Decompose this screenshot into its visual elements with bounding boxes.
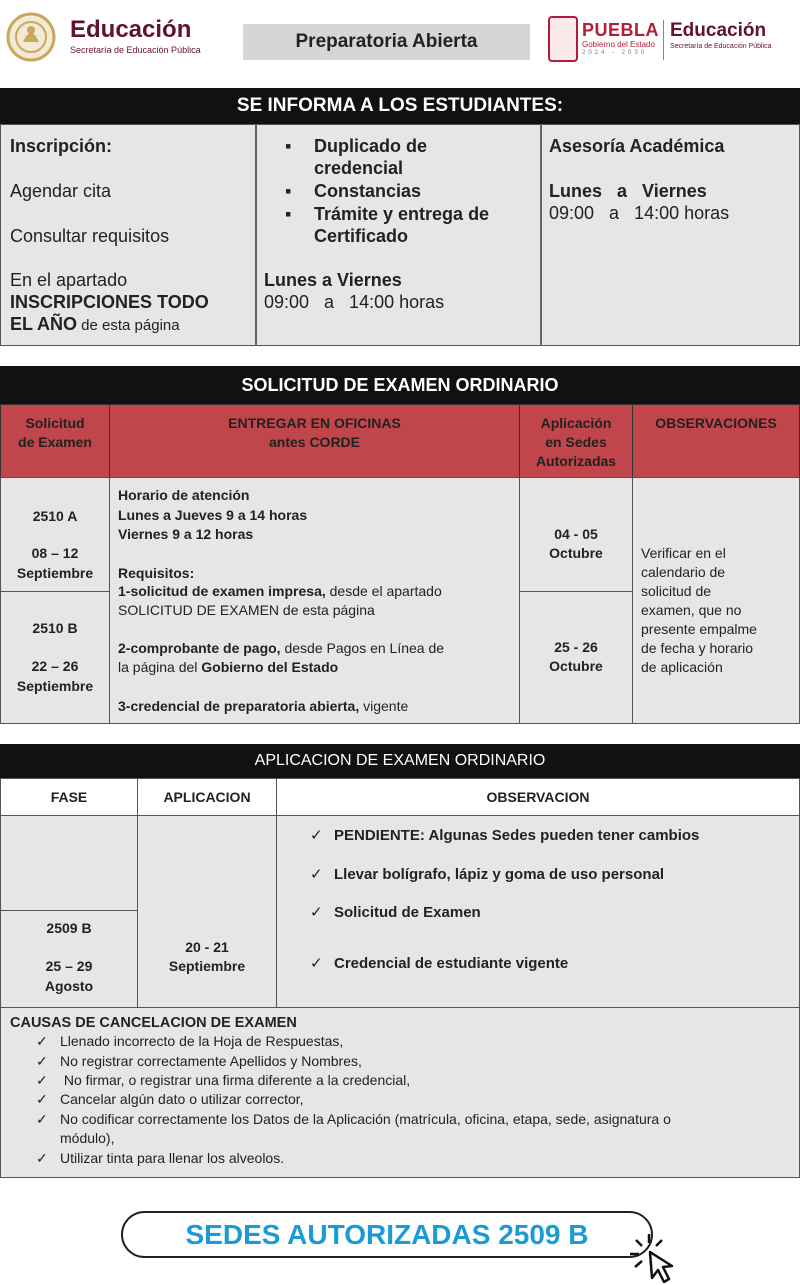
col-header-entregar [109,404,520,478]
credencial-text: credencial [314,158,404,178]
sep-logo [6,12,211,62]
puebla-logo-subtitle: Gobierno del Estado [582,40,655,49]
puebla-logo [548,16,788,66]
sep-logo-subtitle: Secretaría de Educación Pública [70,45,201,55]
col-header-aplicacion [519,404,633,478]
req-1-rest: desde el apartado [325,583,442,599]
causas-heading: CAUSAS DE CANCELACION DE EXAMEN [10,1015,297,1031]
bullet-icon: ▪ [285,136,292,156]
fase-month: Septiembre [16,678,94,694]
duplicado-text: Duplicado de [314,136,428,156]
causa-item [36,1053,362,1070]
req-2b-bold: Gobierno del Estado [201,659,339,675]
obs-pendiente [310,826,699,844]
puebla-logo-years: 2024 - 2030 [582,50,648,56]
req-3-rest: vigente [359,698,409,714]
causa-text: No codificar correctamente los Datos de la Aplicación (matrícula, oficina, etapa, sede, asignatura o [60,1111,671,1127]
obs-boligrafo [310,865,664,883]
col-header-fase: FASE [0,778,138,816]
logo-divider [663,20,664,60]
app-dates: 25 - 26 [554,639,598,655]
column-divider [540,124,542,346]
esta-pagina-text: de esta página [77,317,180,334]
column-divider [255,124,257,346]
consultar-requisitos-text: Consultar requisitos [10,226,170,246]
header-line: en Sedes [545,434,607,450]
req-1b: SOLICITUD DE EXAMEN de esta página [118,602,375,618]
sedes-autorizadas-button[interactable]: SEDES AUTORIZADAS 2509 B [121,1211,653,1258]
check-icon: ✓ [36,1072,48,1088]
header-line: de Examen [18,434,92,450]
horario-v: Viernes 9 a 12 horas [118,526,254,542]
header-line: antes CORDE [268,434,361,450]
check-icon: ✓ [310,955,323,972]
check-icon: ✓ [36,1033,48,1049]
fase-month: Agosto [44,978,94,994]
obs-solicitud [310,903,481,921]
req-3 [118,698,408,714]
fase-dates: 22 – 26 [31,658,79,674]
req-1 [118,583,442,599]
cell-empty [0,815,138,911]
aplicacion-title: APLICACION DE EXAMEN ORDINARIO [0,744,800,778]
page-header [0,0,800,72]
app-dates: 20 - 21 [185,939,229,955]
cell-aplicacion [137,815,277,1008]
causa-item [36,1033,343,1050]
solicitud-title: SOLICITUD DE EXAMEN ORDINARIO [0,366,800,404]
informa-title: SE INFORMA A LOS ESTUDIANTES: [0,88,800,124]
check-icon: ✓ [310,866,323,883]
col-header-observaciones [632,404,800,478]
page-title: Preparatoria Abierta [243,24,530,60]
fase-code: 2510 A [32,508,78,524]
tramite-text: Trámite y entrega de [314,204,490,224]
app-month: Octubre [549,545,603,561]
check-icon: ✓ [36,1150,48,1166]
header-line: OBSERVACIONES [655,415,777,431]
obs-line: calendario de [641,564,726,580]
puebla-emblem-icon [548,16,578,62]
req-2b [118,659,338,675]
fase-month: Septiembre [16,565,94,581]
col3-days: Lunes a Viernes [549,181,707,201]
causa-text: No firmar, o registrar una firma diferente a la credencial, [60,1072,411,1088]
constancias-text: Constancias [314,181,422,201]
causa-item [36,1111,671,1128]
app-dates: 04 - 05 [554,526,598,542]
col2-hours: 09:00 a 14:00 horas [264,292,445,312]
requisitos-heading: Requisitos: [118,565,195,581]
causa-item [36,1072,410,1089]
puebla-edu-subtitle: Secretaría de Educación Pública [670,43,772,50]
col3-hours: 09:00 a 14:00 horas [549,203,730,223]
req-2b-text: la página del [118,659,202,675]
causa-item [36,1091,304,1108]
national-seal-icon [6,12,64,62]
obs-credencial [310,954,568,972]
puebla-edu-title: Educación [670,20,767,41]
el-ano-bold: EL AÑO [10,314,78,334]
bullet-icon: ▪ [285,181,292,201]
horario-heading: Horario de atención [118,487,250,503]
pendiente-text: Algunas Sedes pueden tener cambios [424,827,700,844]
header-line: Aplicación [540,415,612,431]
obs-text: Llevar bolígrafo, lápiz y goma de uso personal [334,866,665,883]
header-line: ENTREGAR EN OFICINAS [228,415,401,431]
obs-line: presente empalme [641,621,757,637]
causa-item [36,1150,284,1167]
pointer-cursor-icon [622,1230,682,1285]
req-1-bold: 1-solicitud de examen impresa, [118,583,326,599]
fase-code: 2509 B [46,920,92,936]
obs-line: de fecha y horario [641,640,754,656]
asesoria-heading: Asesoría Académica [549,136,725,156]
req-2 [118,640,444,656]
inscripcion-heading: Inscripción: [10,136,113,156]
app-month: Septiembre [168,958,246,974]
check-icon: ✓ [36,1091,48,1107]
causa-text: Utilizar tinta para llenar los alveolos. [60,1150,285,1166]
horario-lj: Lunes a Jueves 9 a 14 horas [118,507,308,523]
certificado-text: Certificado [314,226,409,246]
causa-text: Llenado incorrecto de la Hoja de Respuestas, [60,1033,344,1049]
fase-dates: 08 – 12 [31,545,79,561]
app-month: Octubre [549,658,603,674]
pendiente-label: PENDIENTE: [334,827,425,844]
cell-observaciones [632,477,800,724]
sep-logo-title: Educación [70,16,192,43]
obs-line: solicitud de [641,583,712,599]
obs-line: Verificar en el [641,545,726,561]
puebla-logo-title: PUEBLA [582,20,660,40]
causa-text: No registrar correctamente Apellidos y Nombres, [60,1053,362,1069]
obs-text: Solicitud de Examen [334,904,481,921]
header-line: Autorizadas [535,453,617,469]
req-2-bold: 2-comprobante de pago, [118,640,281,656]
req-2-rest: desde Pagos en Línea de [280,640,445,656]
check-icon: ✓ [310,827,323,844]
el-ano-text [10,314,180,335]
obs-line: examen, que no [641,602,742,618]
col2-days: Lunes a Viernes [264,270,402,290]
fase-dates: 25 – 29 [45,958,93,974]
apartado-text: En el apartado [10,270,128,290]
col-header-solicitud [0,404,110,478]
check-icon: ✓ [36,1111,48,1127]
inscripciones-link-text: INSCRIPCIONES TODO [10,292,209,312]
check-icon: ✓ [310,904,323,921]
check-icon: ✓ [36,1053,48,1069]
col-header-aplicacion: APLICACION [137,778,277,816]
obs-text: Credencial de estudiante vigente [334,955,569,972]
causa-text: Cancelar algún dato o utilizar corrector, [60,1091,304,1107]
causa-item-cont: módulo), [60,1130,115,1146]
agendar-cita-text: Agendar cita [10,181,112,201]
bullet-icon: ▪ [285,204,292,224]
header-line: Solicitud [25,415,85,431]
col-header-observacion: OBSERVACION [276,778,800,816]
obs-line: de aplicación [641,659,723,675]
req-3-bold: 3-credencial de preparatoria abierta, [118,698,360,714]
fase-code: 2510 B [32,620,78,636]
